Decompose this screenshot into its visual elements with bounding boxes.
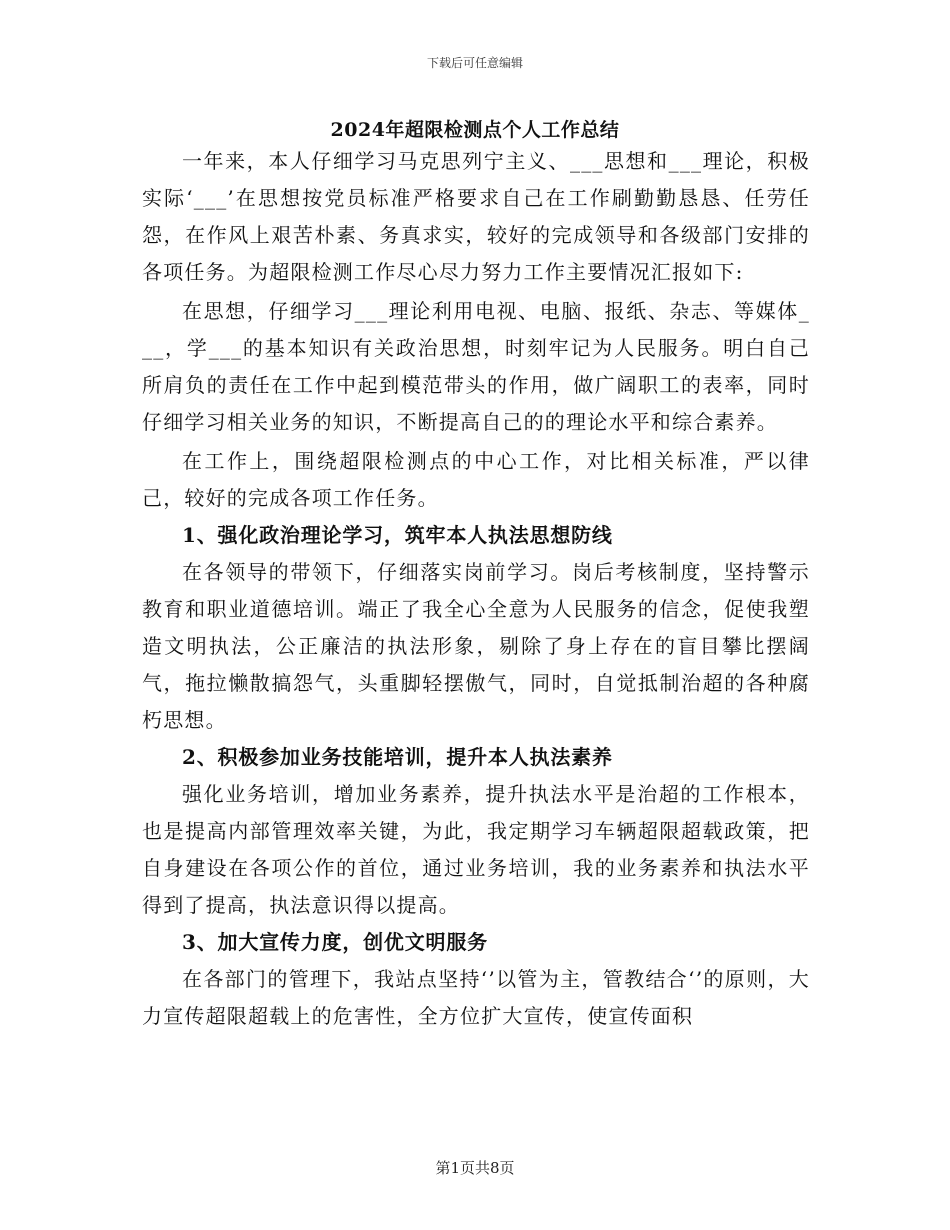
paragraph-thought: 在思想，仔细学习___理论利用电视、电脑、报纸、杂志、等媒体___，学___的基本知识有关政治思想，时刻牢记为人民服务。明白自己所肩负的责任在工作中起到模范带头的作用，做广阔职工的表率，同时仔细学习相关业务的知识，不断提高自己的的理论水平和综合素养。 — [142, 299, 810, 434]
paragraph-section-3: 在各部门的管理下，我站点坚持‘’以管为主，管教结合‘’的原则，大力宣传超限超载上的危害性，全方位扩大宣传，使宣传面积 — [142, 967, 810, 1028]
section-heading-1: 1、强化政治理论学习，筑牢本人执法思想防线 — [182, 523, 613, 547]
paragraph-section-2: 强化业务培训，增加业务素养，提升执法水平是治超的工作根本，也是提高内部管理效率关键，为此，我定期学习车辆超限超载政策，把自身建设在各项公作的首位，通过业务培训，我的业务素养和执法水平得到了提高，执法意识得以提高。 — [142, 782, 810, 917]
paragraph-intro: 一年来，本人仔细学习马克思列宁主义、___思想和___理论，积极实际‘___’在思想按党员标准严格要求自己在工作刷勤勤恳恳、任劳任怨，在作风上艰苦朴素、务真求实，较好的完成领导和各级部门安排的各项任务。为超限检测工作尽心尽力努力工作主要情况汇报如下: — [142, 149, 810, 284]
paragraph-work: 在工作上，围绕超限检测点的中心工作，对比相关标准，严以律己，较好的完成各项工作任务。 — [142, 449, 810, 510]
document-title: 2024年超限检测点个人工作总结 — [330, 119, 620, 141]
page-footer: 第1页共8页 — [435, 1159, 515, 1177]
document-body — [142, 143, 810, 1035]
header-note: 下载后可任意编辑 — [426, 56, 523, 70]
section-heading-3: 3、加大宣传力度，创优文明服务 — [182, 930, 488, 954]
section-heading-2: 2、积极参加业务技能培训，提升本人执法素养 — [182, 745, 613, 769]
paragraph-section-1: 在各领导的带领下，仔细落实岗前学习。岗后考核制度，坚持警示教育和职业道德培训。端正了我全心全意为人民服务的信念，促使我塑造文明执法，公正廉洁的执法形象，剔除了身上存在的盲目攀比摆阔气，拖拉懒散搞怨气，头重脚轻摆傲气，同时，自觉抵制治超的各种腐朽思想。 — [142, 560, 810, 732]
